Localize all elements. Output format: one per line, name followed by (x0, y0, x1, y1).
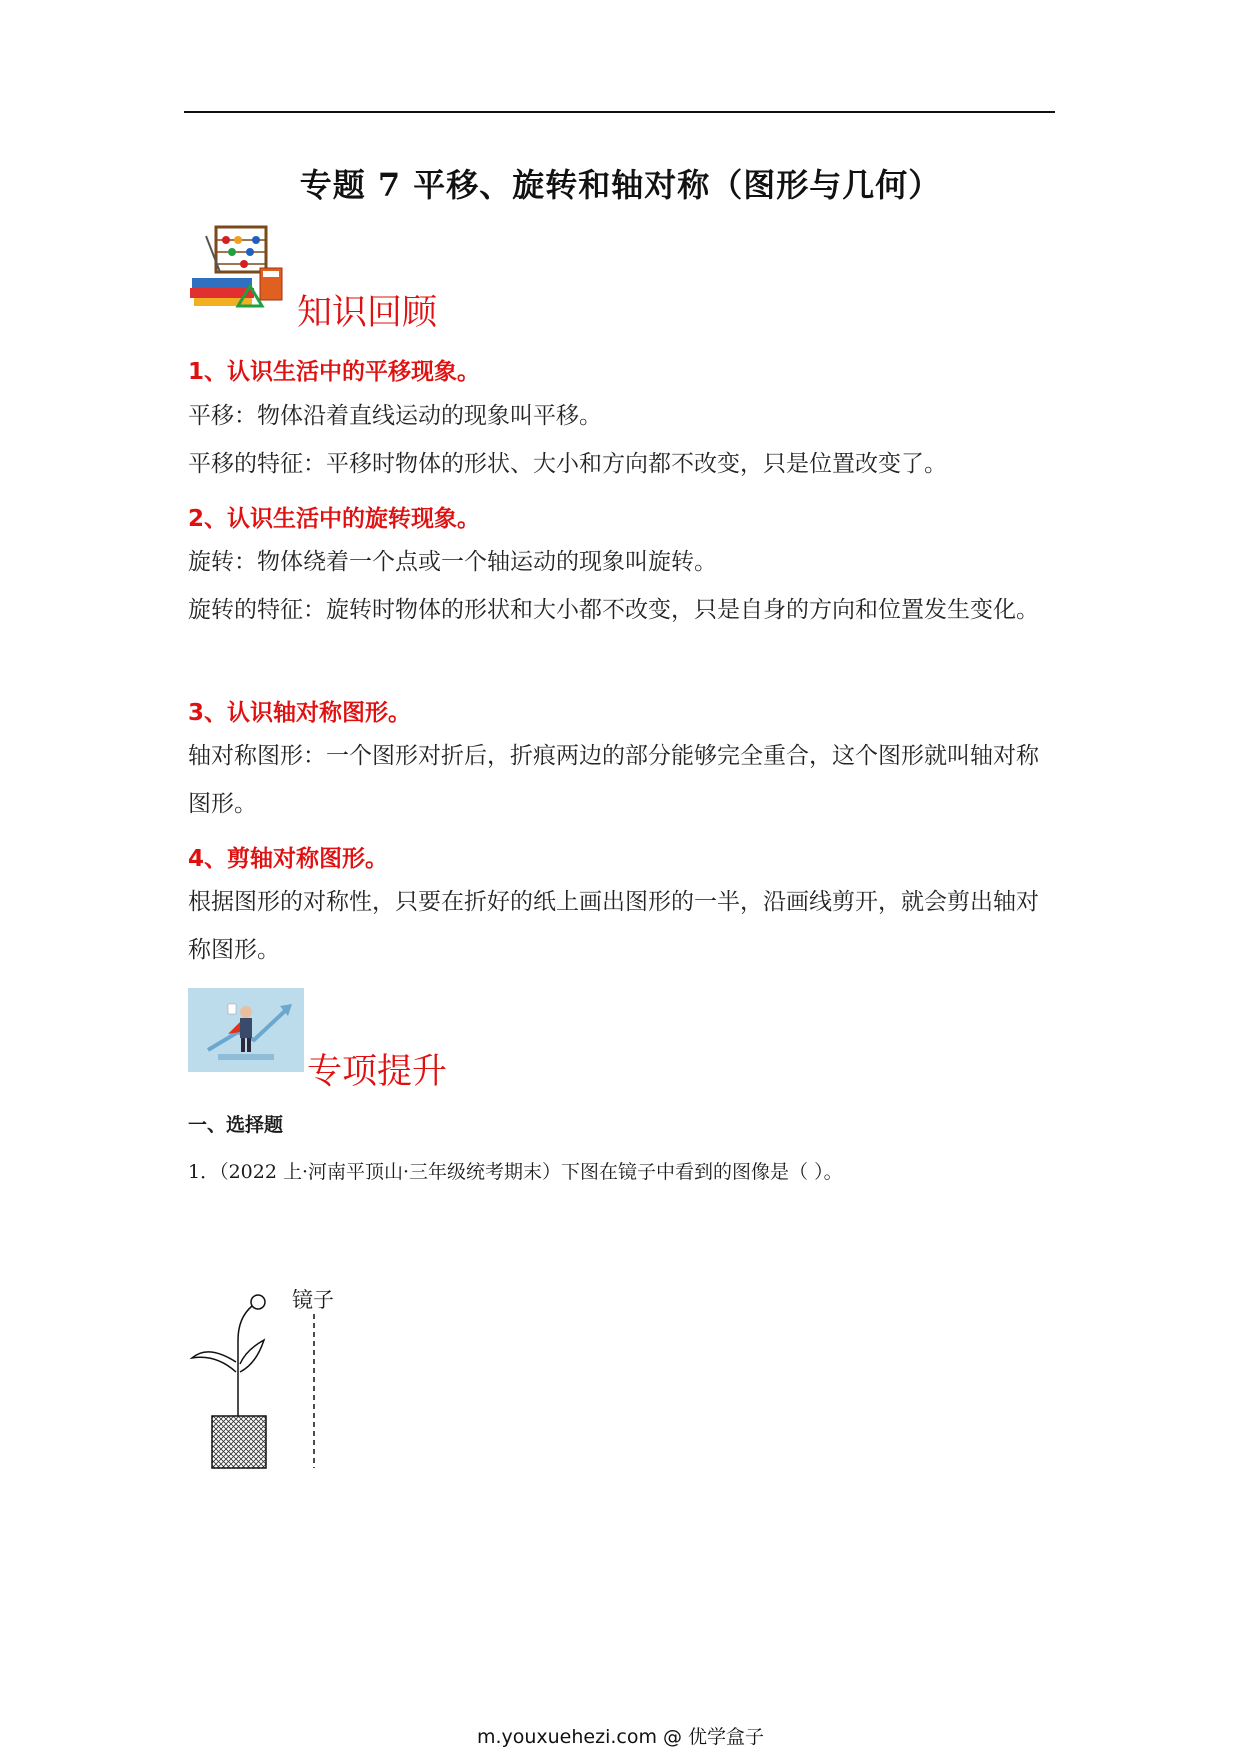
header-rule (184, 111, 1055, 113)
review-item-3-heading: 3、认识轴对称图形。 (188, 700, 412, 726)
review-illustration (186, 222, 286, 312)
review-item-2-heading: 2、认识生活中的旋转现象。 (188, 506, 481, 532)
review-item-4-heading: 4、剪轴对称图形。 (188, 846, 389, 872)
review-item-3-line-1: 轴对称图形：一个图形对折后，折痕两边的部分能够完全重合，这个图形就叫轴对称图形。 (188, 743, 1039, 817)
practice-section-title: 专项提升 (307, 1052, 448, 1092)
practice-illustration (188, 988, 304, 1072)
question-section-label: 一、选择题 (188, 1114, 284, 1136)
page-title: 专题 7 平移、旋转和轴对称（图形与几何） (299, 166, 942, 204)
review-item-2-line-1: 旋转：物体绕着一个点或一个轴运动的现象叫旋转。 (188, 549, 717, 575)
review-item-4-line-1: 根据图形的对称性，只要在折好的纸上画出图形的一半，沿画线剪开，就会剪出轴对称图形。 (188, 889, 1039, 963)
review-section-title: 知识回顾 (297, 293, 438, 333)
review-item-2-line-2: 旋转的特征：旋转时物体的形状和大小都不改变，只是自身的方向和位置发生变化。 (188, 597, 1039, 623)
question-1-text: 1．（2022 上·河南平顶山·三年级统考期末）下图在镜子中看到的图像是（ ）。 (188, 1161, 843, 1183)
footer-text: m.youxuehezi.com @ 优学盒子 (476, 1726, 765, 1748)
review-item-1-line-2: 平移的特征：平移时物体的形状、大小和方向都不改变，只是位置改变了。 (188, 451, 947, 477)
review-item-1-heading: 1、认识生活中的平移现象。 (188, 359, 481, 385)
review-item-1-line-1: 平移：物体沿着直线运动的现象叫平移。 (188, 403, 602, 429)
mirror-label: 镜子 (292, 1288, 334, 1312)
